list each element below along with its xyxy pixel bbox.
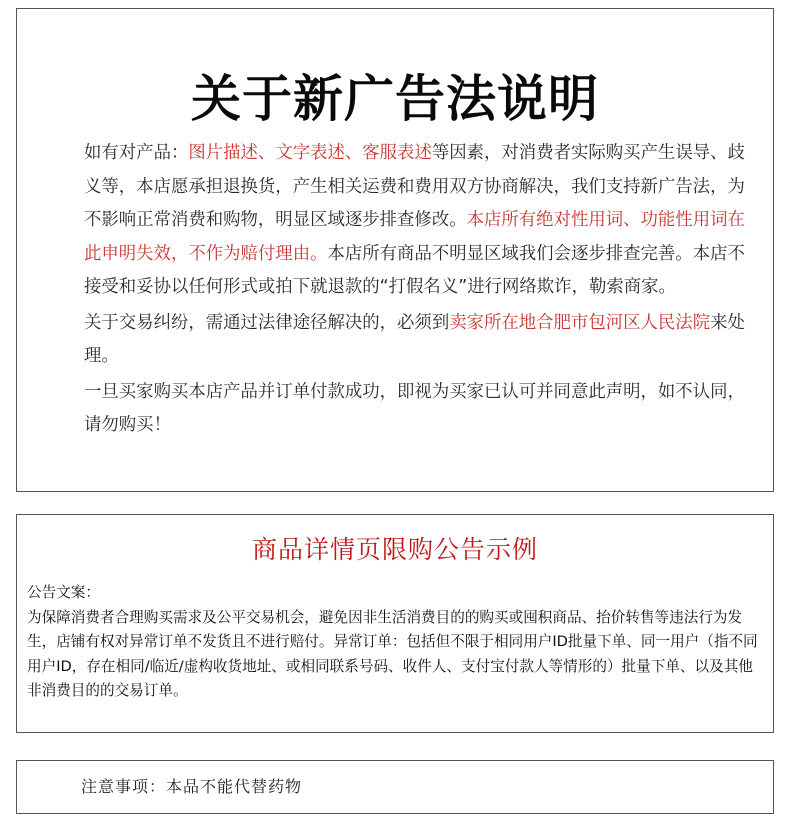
statement-paragraph-3: 一旦买家购买本店产品并订单付款成功，即视为买家已认可并同意此声明，如不认同，请勿购买！ xyxy=(84,381,745,435)
notice-body xyxy=(27,581,761,704)
para1-highlight-invalid-terms: 本店所有绝对性用词、功能性用词在此申明失效，不作为赔付理由。 xyxy=(84,210,745,264)
para1-highlight-descriptions: 图片描述、文字表述、客服表述 xyxy=(188,143,432,163)
purchase-limit-notice-box xyxy=(16,514,774,733)
notice-label: 公告文案： xyxy=(27,584,100,601)
para2-intro: 关于交易纠纷，需通过法律途径解决的，必须到 xyxy=(84,312,450,333)
caution-box xyxy=(16,760,774,814)
statement-body xyxy=(49,137,747,443)
para2-highlight-court: 卖家所在地合肥市包河区人民法院 xyxy=(449,312,711,333)
ad-law-statement-box xyxy=(16,8,774,492)
para2-closing: 来处理。 xyxy=(84,312,745,366)
para1-main-text: 等因素，对消费者实际购买产生误导、歧义等，本店愿承担退换货，产生相关运费和费用双方协商解决，我们支持新广告法，为不影响正常消费和购物，明显区域逐步排查修改。 xyxy=(84,143,745,230)
caution-text: 注意事项：本品不能代替药物 xyxy=(81,777,303,796)
statement-paragraph-1 xyxy=(49,137,747,305)
notice-title: 商品详情页限购公告示例 xyxy=(251,535,538,564)
notice-text: 为保障消费者合理购买需求及公平交易机会，避免因非生活消费目的的购买或囤积商品、抬价转售等违法行为发生，店铺有权对异常订单不发货且不进行赔付。异常订单：包括但不限于相同用户ID批量下单、同一用户（指不同用户ID，存在相同/临近/虚构收货地址、或相同联系号码、收件人、支付宝付款人等情形的）批量下单、以及其他非消费目的的交易订单。 xyxy=(27,608,758,699)
statement-title: 关于新广告法说明 xyxy=(191,70,599,128)
para1-closing-text: 本店所有商品不明显区域我们会逐步排查完善。本店不接受和妥协以任何形式或拍下就退款的“打假名义”进行网络欺诈，勒索商家。 xyxy=(84,243,745,297)
para1-intro: 如有对产品： xyxy=(84,143,189,163)
statement-paragraph-2 xyxy=(49,307,747,374)
